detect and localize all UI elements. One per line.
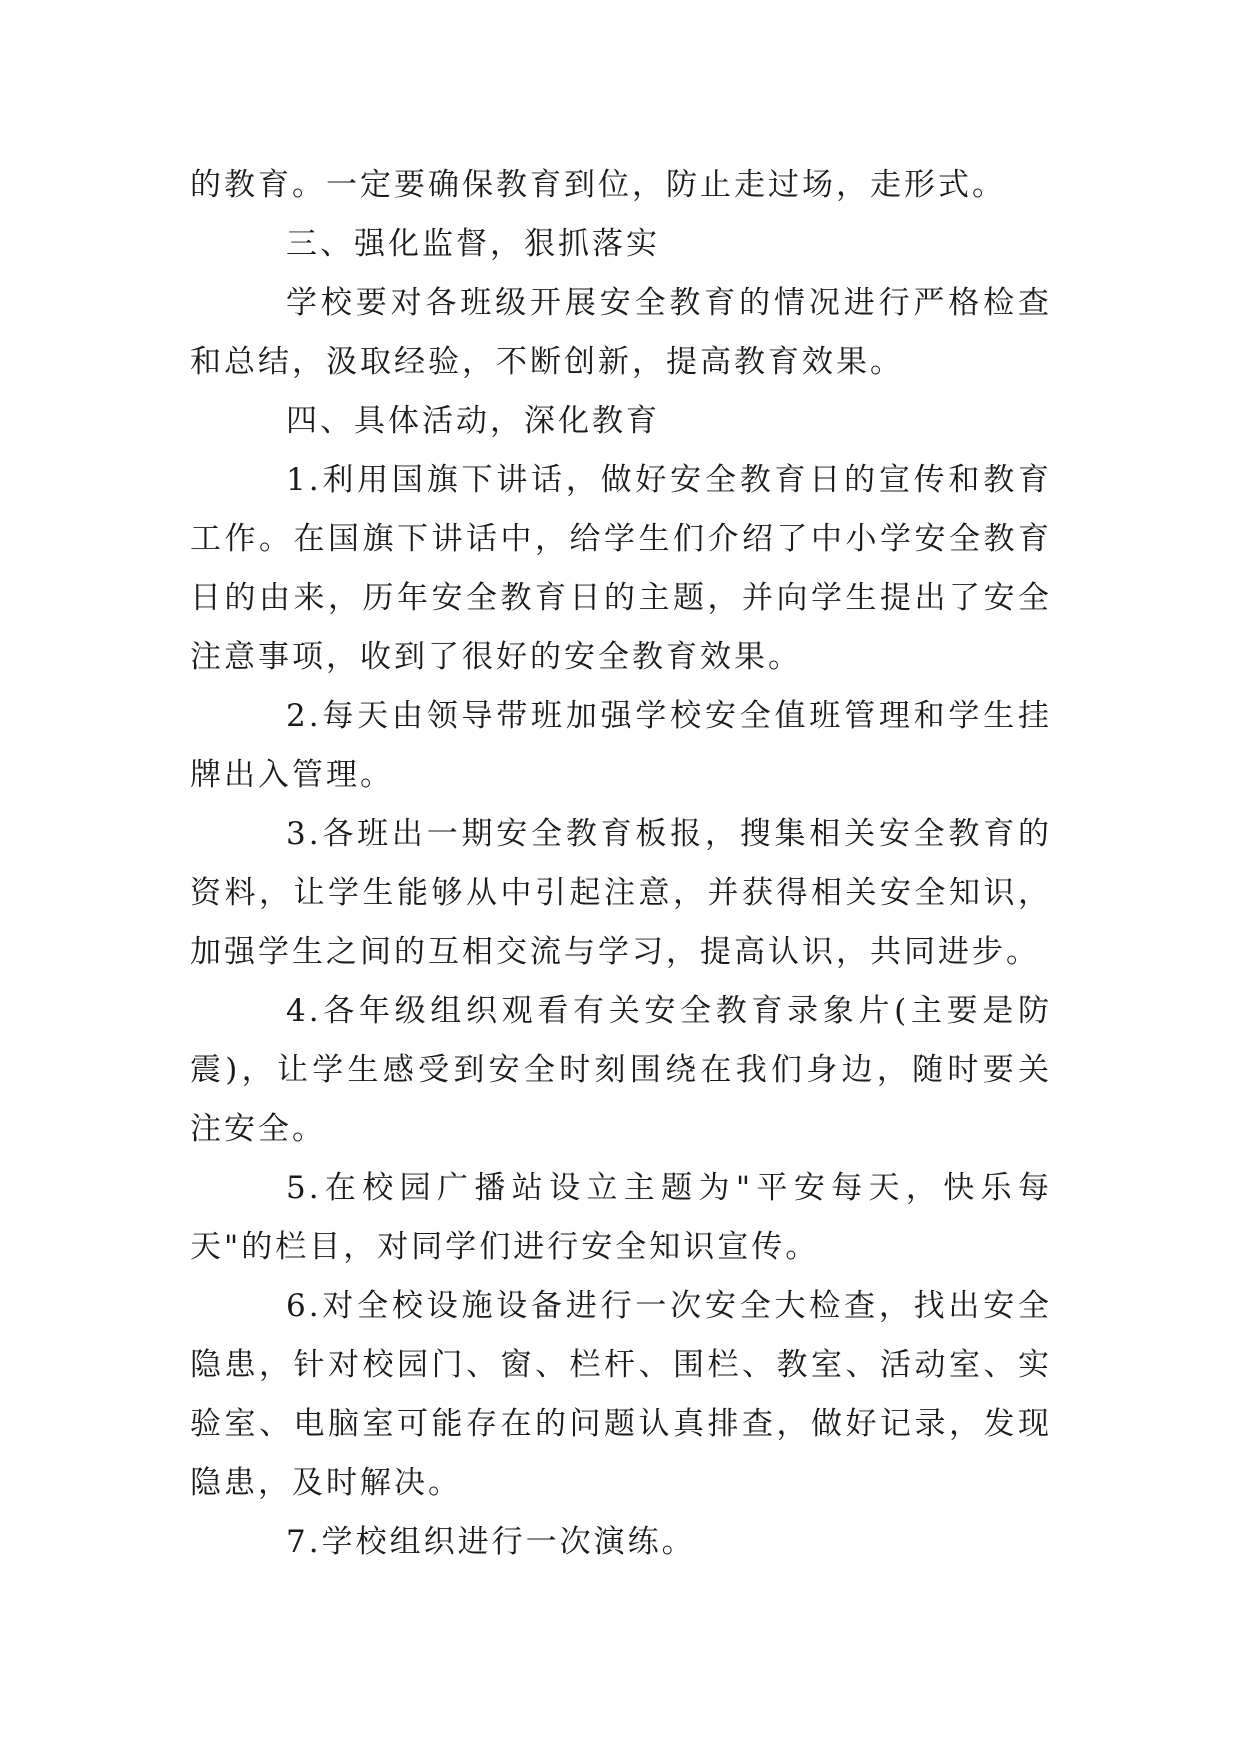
list-item-7: 7.学校组织进行一次演练。 xyxy=(286,1524,696,1560)
list-item-4: 4.各年级组织观看有关安全教育录象片(主要是防震)，让学生感受到安全时刻围绕在我们身边，随时要关注安全。 xyxy=(190,993,1052,1147)
document-body xyxy=(190,156,1052,1572)
list-item-2: 2.每天由领导带班加强学校安全值班管理和学生挂牌出入管理。 xyxy=(190,698,1052,793)
section-heading-4: 四、具体活动，深化教育 xyxy=(286,403,660,439)
list-item-5: 5.在校园广播站设立主题为"平安每天，快乐每天"的栏目，对同学们进行安全知识宣传。 xyxy=(190,1170,1052,1265)
section-heading-3: 三、强化监督，狠抓落实 xyxy=(286,226,660,262)
list-item-6: 6.对全校设施设备进行一次安全大检查，找出安全隐患，针对校园门、窗、栏杆、围栏、教室、活动室、实验室、电脑室可能存在的问题认真排查，做好记录，发现隐患，及时解决。 xyxy=(190,1288,1052,1501)
list-item-1: 1.利用国旗下讲话，做好安全教育日的宣传和教育工作。在国旗下讲话中，给学生们介绍了中小学安全教育日的由来，历年安全教育日的主题，并向学生提出了安全注意事项，收到了很好的安全教育效果。 xyxy=(190,462,1052,675)
paragraph-supervision: 学校要对各班级开展安全教育的情况进行严格检查和总结，汲取经验，不断创新，提高教育效果。 xyxy=(190,285,1052,380)
list-item-3: 3.各班出一期安全教育板报，搜集相关安全教育的资料，让学生能够从中引起注意，并获得相关安全知识，加强学生之间的互相交流与学习，提高认识，共同进步。 xyxy=(190,816,1052,970)
paragraph-continuation: 的教育。一定要确保教育到位，防止走过场，走形式。 xyxy=(190,167,1006,203)
